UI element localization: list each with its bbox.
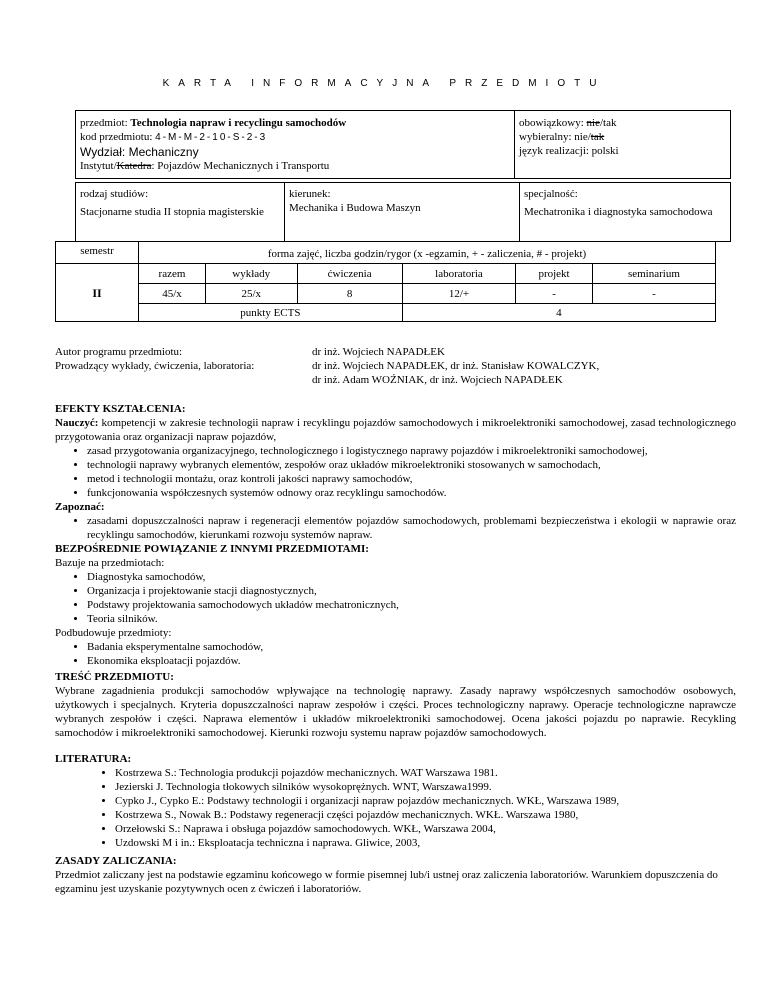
- study-type-cell: rodzaj studiów: Stacjonarne studia II stopnia magisterskie: [76, 183, 285, 242]
- list-item: • Teoria silników.: [87, 612, 736, 626]
- relations-heading: BEZPOŚREDNIE POWIĄZANIE Z INNYMI PRZEDMIOTAMI:: [55, 543, 369, 555]
- list-item: • Kostrzewa S., Nowak B.: Podstawy regeneracji części pojazdów mechanicznych. WKŁ. Warszawa 1980,: [115, 808, 736, 822]
- acquaint-label: Zapoznać:: [55, 501, 105, 513]
- page-title: KARTA INFORMACYJNA PRZEDMIOTU: [162, 78, 606, 89]
- list-item: • Badania eksperymentalne samochodów,: [87, 640, 736, 654]
- study-info-table: [75, 182, 731, 242]
- hours-value: -: [592, 284, 715, 304]
- col-header: ćwiczenia: [297, 264, 402, 284]
- rules-text: Przedmiot zaliczany jest na podstawie egzaminu końcowego w formie pisemnej lub/i ustnej oraz zaliczenia laboratoriów. Warunkiem dopuszczenia do egzaminu jest uzyskanie pozytywnych ocen z ćwiczeń i laboratoriów.: [55, 869, 718, 895]
- effects-section: [55, 402, 736, 542]
- direction-cell: kierunek: Mechanika i Budowa Maszyn: [285, 183, 520, 242]
- list-item: • Cypko J., Cypko E.: Podstawy technologii i organizacji napraw pojazdów mechanicznych. WKŁ, Warszawa 1989,: [115, 794, 736, 808]
- schedule-table: [55, 241, 716, 322]
- subject-info-cell: [76, 111, 515, 179]
- list-item: • Diagnostyka samochodów,: [87, 570, 736, 584]
- col-header: projekt: [516, 264, 593, 284]
- teach-paragraph: Nauczyć: kompetencji w zakresie technologii napraw i recyklingu pojazdów samochodowych i mikroelektroniki samochodowej, zasad technologicznego przygotowania oraz organizacji napraw pojazdów,: [55, 417, 736, 443]
- language-line: język realizacji: polski: [519, 145, 619, 157]
- col-header: seminarium: [592, 264, 715, 284]
- institute-line: Instytut/Katedra: Pojazdów Mechanicznych i Transportu: [80, 160, 330, 172]
- list-item: • Organizacja i projektowanie stacji diagnostycznych,: [87, 584, 736, 598]
- author-label: Autor programu przedmiotu:: [55, 346, 183, 358]
- list-item: • Kostrzewa S.: Technologia produkcji pojazdów mechanicznych. WAT Warszawa 1981.: [115, 766, 736, 780]
- hours-value: -: [516, 284, 593, 304]
- ects-label: punkty ECTS: [139, 304, 403, 322]
- list-item: • metod i technologii montażu, oraz kontroli jakości naprawy samochodów,: [87, 472, 736, 486]
- hours-value: 25/x: [205, 284, 297, 304]
- author-value: dr inż. Wojciech NAPADŁEK: [312, 346, 445, 358]
- subject-line: przedmiot: Technologia napraw i recyclingu samochodów: [80, 117, 347, 129]
- col-header: razem: [139, 264, 206, 284]
- list-item: • funkcjonowania współczesnych systemów odnowy oraz recyklingu samochodów.: [87, 486, 736, 500]
- literature-heading: LITERATURA:: [55, 753, 132, 765]
- hours-value: 12/+: [402, 284, 515, 304]
- specialization-cell: specjalność: Mechatronika i diagnostyka samochodowa: [520, 183, 731, 242]
- content-section: [55, 670, 736, 740]
- semestr-value: II: [56, 264, 139, 322]
- relations-section: [55, 542, 736, 668]
- elective-line: wybieralny: nie/tak: [519, 131, 605, 143]
- hours-value: 45/x: [139, 284, 206, 304]
- effects-heading: EFEKTY KSZTAŁCENIA:: [55, 403, 186, 415]
- list-item: • technologii naprawy wybranych elementów, zespołów oraz układów mikroelektroniki stosowanych w samochodach,: [87, 458, 736, 472]
- literature-section: [55, 752, 736, 850]
- form-header: forma zajęć, liczba godzin/rygor (x -egzamin, + - zaliczenia, # - projekt): [139, 242, 716, 264]
- mandatory-line: obowiązkowy: nie/tak: [519, 117, 617, 129]
- rules-section: [55, 854, 736, 896]
- lecturer-value: dr inż. Wojciech NAPADŁEK, dr inż. Stanisław KOWALCZYK,: [312, 360, 600, 372]
- builds-label: Podbudowuje przedmioty:: [55, 627, 172, 639]
- list-item: • Jezierski J. Technologia tłokowych silników wysokoprężnych. WNT, Warszawa1999.: [115, 780, 736, 794]
- based-label: Bazuje na przedmiotach:: [55, 557, 165, 569]
- ects-value: 4: [402, 304, 715, 322]
- content-text: Wybrane zagadnienia produkcji samochodów wpływające na technologię naprawy. Zasady naprawy współczesnych samochodów osobowych, użytkowych i specjalnych. Kryteria dopuszczalności napraw zespołów i części. Proces technologiczny naprawy. Operacje technologiczne naprawcze wybranych zespołów i części. Naprawa elementów i układów mikroelektroniki samochodowej. Ocena jakości pojazdu po naprawie. Recykling samochodów i mikroelektroniki samochodowej. Kierunki rozwoju systemu napraw pojazdów samochodowych.: [55, 685, 736, 739]
- subject-code: 4-M-M-2-10-S-2-3: [155, 132, 268, 143]
- subject-type-cell: [515, 111, 731, 179]
- list-item: • Ekonomika eksploatacji pojazdów.: [87, 654, 736, 668]
- col-header: wykłady: [205, 264, 297, 284]
- code-line: kod przedmiotu: 4-M-M-2-10-S-2-3: [80, 131, 268, 143]
- col-header: laboratoria: [402, 264, 515, 284]
- rules-heading: ZASADY ZALICZANIA:: [55, 855, 177, 867]
- list-item: • zasad przygotowania organizacyjnego, technologicznego i logistycznego naprawy pojazdów i mikroelektroniki samochodowej,: [87, 444, 736, 458]
- list-item: • zasadami dopuszczalności napraw i regeneracji elementów pojazdów samochodowych, problemami bezpieczeństwa i ekologii w naprawie oraz recyklingu samochodów, kierunkami rozwoju systemów napraw.: [87, 514, 736, 542]
- list-item: • Podstawy projektowania samochodowych układów mechatronicznych,: [87, 598, 736, 612]
- semestr-label: semestr: [56, 242, 139, 264]
- faculty-line: Wydział: Mechaniczny: [80, 145, 199, 159]
- hours-value: 8: [297, 284, 402, 304]
- lecturer-value: dr inż. Adam WOŹNIAK, dr inż. Wojciech NAPADŁEK: [312, 374, 563, 386]
- list-item: • Uzdowski M i in.: Eksploatacja techniczna i naprawa. Gliwice, 2003,: [115, 836, 736, 850]
- list-item: • Orzełowski S.: Naprawa i obsługa pojazdów samochodowych. WKŁ, Warszawa 2004,: [115, 822, 736, 836]
- subject-info-table: [75, 110, 731, 179]
- subject-name: Technologia napraw i recyclingu samochodów: [130, 117, 347, 129]
- content-heading: TREŚĆ PRZEDMIOTU:: [55, 671, 174, 683]
- lecturer-label: Prowadzący wykłady, ćwiczenia, laboratoria:: [55, 360, 255, 372]
